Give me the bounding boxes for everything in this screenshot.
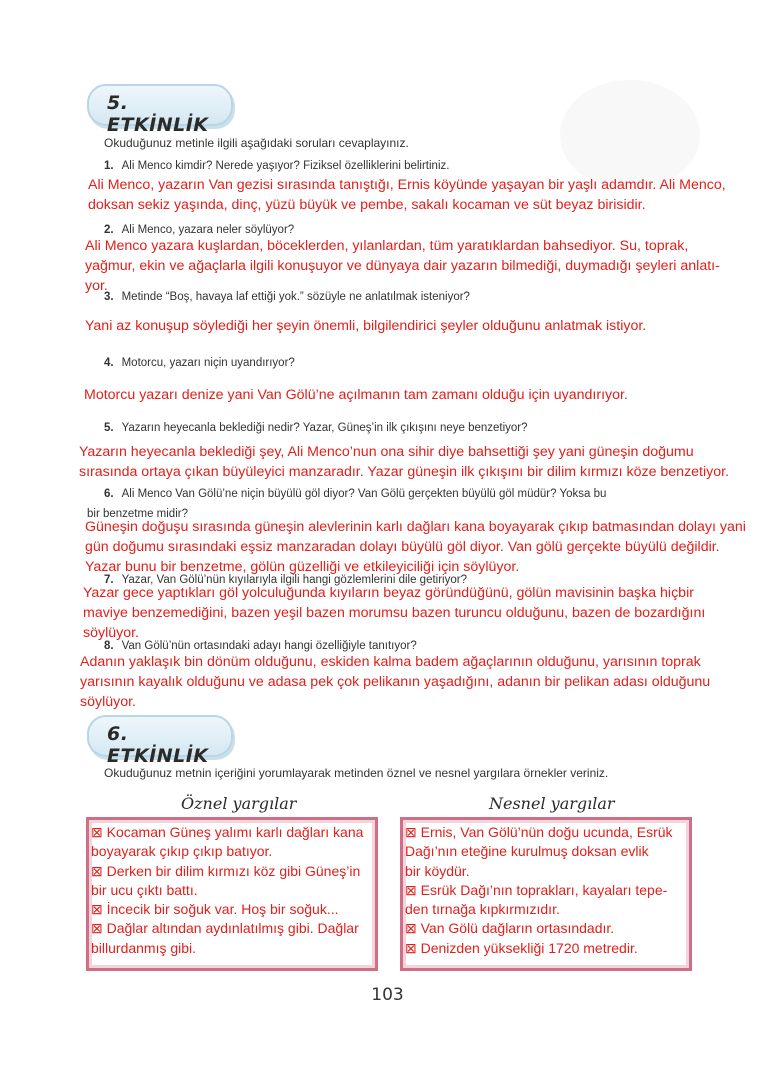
answer-line: Yazar bunu bir benzetme, gölün güzelliği ve etkileyiciliği için söylüyor. (85, 559, 520, 575)
question-text: Ali Menco kimdir? Nerede yaşıyor? Fiziksel özelliklerini belirtiniz. (121, 160, 450, 172)
list-item: ⊠ Esrük Dağı’nın toprakları, kayaları tepe- (405, 881, 668, 898)
activity-5-intro: Okuduğunuz metinle ilgili aşağıdaki soruları cevaplayınız. (104, 136, 409, 150)
answer-line: Güneşin doğuşu sırasında güneşin alevlerinin karlı dağları kana boyayarak çıkıp batmasından dolayı yani (85, 519, 746, 535)
answer-7 (83, 583, 705, 643)
question-number: 8. (104, 640, 114, 652)
answer-4 (84, 385, 628, 405)
objective-box (400, 817, 692, 971)
answer-6 (85, 517, 746, 577)
answer-line: doksan sekiz yaşında, dinç, yüzü büyük ve pembe, sakalı kocaman ve süt beyaz birisidir. (88, 197, 646, 213)
list-item: den tırnağa kıpkırmızıdır. (405, 901, 560, 918)
answer-5 (79, 442, 729, 482)
question-1 (104, 160, 449, 172)
answer-line: Ali Menco, yazarın Van gezisi sırasında tanıştığı, Ernis köyünde yaşayan bir yaşlı adamdır. Ali Menco, (88, 177, 726, 193)
question-text: Ali Menco, yazara neler söylüyor? (121, 224, 295, 236)
answer-line: sırasında ortaya çıkan büyüleyici manzaradır. Yazar güneşin ilk çıkışını bir dilim kırmızı köze benzetiyor. (79, 464, 730, 480)
answer-line: Yazarın heyecanla beklediği şey, Ali Menco’nun ona sihir diye bahsettiği şey yani güneşin doğumu (79, 444, 694, 460)
question-text: Yazar, Van Gölü’nün kıyılarıyla ilgili hangi gözlemlerini dile getiriyor? (121, 574, 467, 586)
list-item: billurdanmış gibi. (91, 939, 197, 956)
answer-line: maviye benzemediğini, bazen yeşil bazen morumsu bazen turuncu olduğunu, bazen de bozardığını (83, 605, 706, 621)
question-number: 3. (104, 291, 114, 303)
answer-line: Yazar gece yaptıkları göl yolculuğunda kıyıların beyaz göründüğünü, gölün mavisinin başka hiçbir (83, 585, 694, 601)
answer-line: Motorcu yazarı denize yani Van Gölü’ne açılmanın tam zamanı olduğu için uyandırıyor. (84, 387, 628, 403)
objective-list (405, 823, 673, 958)
answer-line: söylüyor. (80, 694, 136, 710)
activity-6-intro: Okuduğunuz metnin içeriğini yorumlayarak metinden öznel ve nesnel yargılara örnekler veriniz. (104, 766, 609, 780)
subjective-box (86, 817, 378, 971)
list-item: boyayarak çıkıp çıkıp batıyor. (91, 843, 273, 860)
question-text: Yazarın heyecanla beklediği nedir? Yazar, Güneş’in ilk çıkışını neye benzetiyor? (121, 422, 528, 434)
activity-6-title: 6. ETKİNLİK (107, 723, 209, 767)
question-6 (104, 488, 606, 500)
list-item: ⊠ Ernis, Van Gölü’nün doğu ucunda, Esrük (405, 824, 673, 840)
question-number: 5. (104, 422, 114, 434)
activity-5-title: 5. ETKİNLİK (107, 92, 209, 136)
question-text: Metinde “Boş, havaya laf ettiği yok.” sözüyle ne anlatılmak isteniyor? (121, 291, 470, 303)
question-5 (104, 422, 528, 434)
list-item: Dağı’nın eteğine kurulmuş doksan evlik (405, 843, 649, 860)
list-item: bir köydür. (405, 862, 470, 879)
list-item: ⊠ İncecik bir soğuk var. Hoş bir soğuk... (91, 901, 339, 918)
answer-line: Yani az konuşup söylediği her şeyin önemli, bilgilendirici şeyler olduğunu anlatmak istiyor. (85, 318, 647, 334)
answer-2 (85, 236, 720, 296)
question-3 (104, 291, 470, 303)
question-2 (104, 224, 294, 236)
answer-line: söylüyor. (83, 625, 139, 641)
question-text: Van Gölü’nün ortasındaki adayı hangi özelliğiyle tanıtıyor? (121, 640, 417, 652)
answer-line: yarısının kayalık olduğunu ve adasa pek çok pelikanın yaşadığını, adanın bir pelikan adası olduğunu (80, 674, 711, 690)
list-item: bir ucu çıktı battı. (91, 881, 198, 898)
answer-line: yağmur, ekin ve ağaçlarla ilgili konuşuyor ve dünyaya dair yazarın bilmediği, duymadığı şeyleri anlatı- (85, 258, 720, 274)
list-item: ⊠ Kocaman Güneş yalımı karlı dağları kana (91, 824, 364, 840)
activity-5-badge (87, 84, 233, 136)
question-number: 7. (104, 574, 114, 586)
answer-line: gün doğumu sırasındaki eşsiz manzaradan dolayı büyülü göl diyor. Van gölü gerçekte büyülü değildir. (85, 539, 720, 555)
page-number: 103 (371, 985, 404, 1005)
question-text: Motorcu, yazarı niçin uyandırıyor? (121, 357, 295, 369)
question-number: 4. (104, 357, 114, 369)
question-number: 2. (104, 224, 114, 236)
objective-heading: Nesnel yargılar (489, 794, 615, 813)
list-item: ⊠ Van Gölü dağların ortasındadır. (405, 920, 615, 937)
list-item: ⊠ Denizden yüksekliği 1720 metredir. (405, 939, 638, 956)
question-number: 6. (104, 488, 114, 500)
answer-line: Ali Menco yazara kuşlardan, böceklerden, yılanlardan, tüm yaratıklardan bahsediyor. Su, toprak, (85, 238, 689, 254)
answer-line: yor. (85, 278, 108, 294)
answer-3 (85, 316, 646, 336)
list-item: ⊠ Derken bir dilim kırmızı köz gibi Güneş’in (91, 862, 361, 879)
question-text: Ali Menco Van Gölü’ne niçin büyülü göl diyor? Van Gölü gerçekten büyülü göl müdür? Yoksa bu (121, 488, 607, 500)
question-number: 1. (104, 160, 114, 172)
list-item: ⊠ Dağlar altından aydınlatılmış gibi. Dağlar (91, 920, 359, 937)
answer-line: Adanın yaklaşık bin dönüm olduğunu, eskiden kalma badem ağaçlarının olduğunu, yarısının toprak (80, 654, 701, 670)
activity-6-badge (87, 715, 233, 767)
question-4 (104, 357, 295, 369)
subjective-heading: Öznel yargılar (181, 794, 297, 813)
question-6-continued: bir benzetme midir? (87, 508, 188, 520)
answer-1 (88, 175, 726, 215)
question-8 (104, 640, 417, 652)
subjective-list (91, 823, 363, 958)
watermark (560, 80, 700, 190)
answer-8 (80, 652, 710, 712)
